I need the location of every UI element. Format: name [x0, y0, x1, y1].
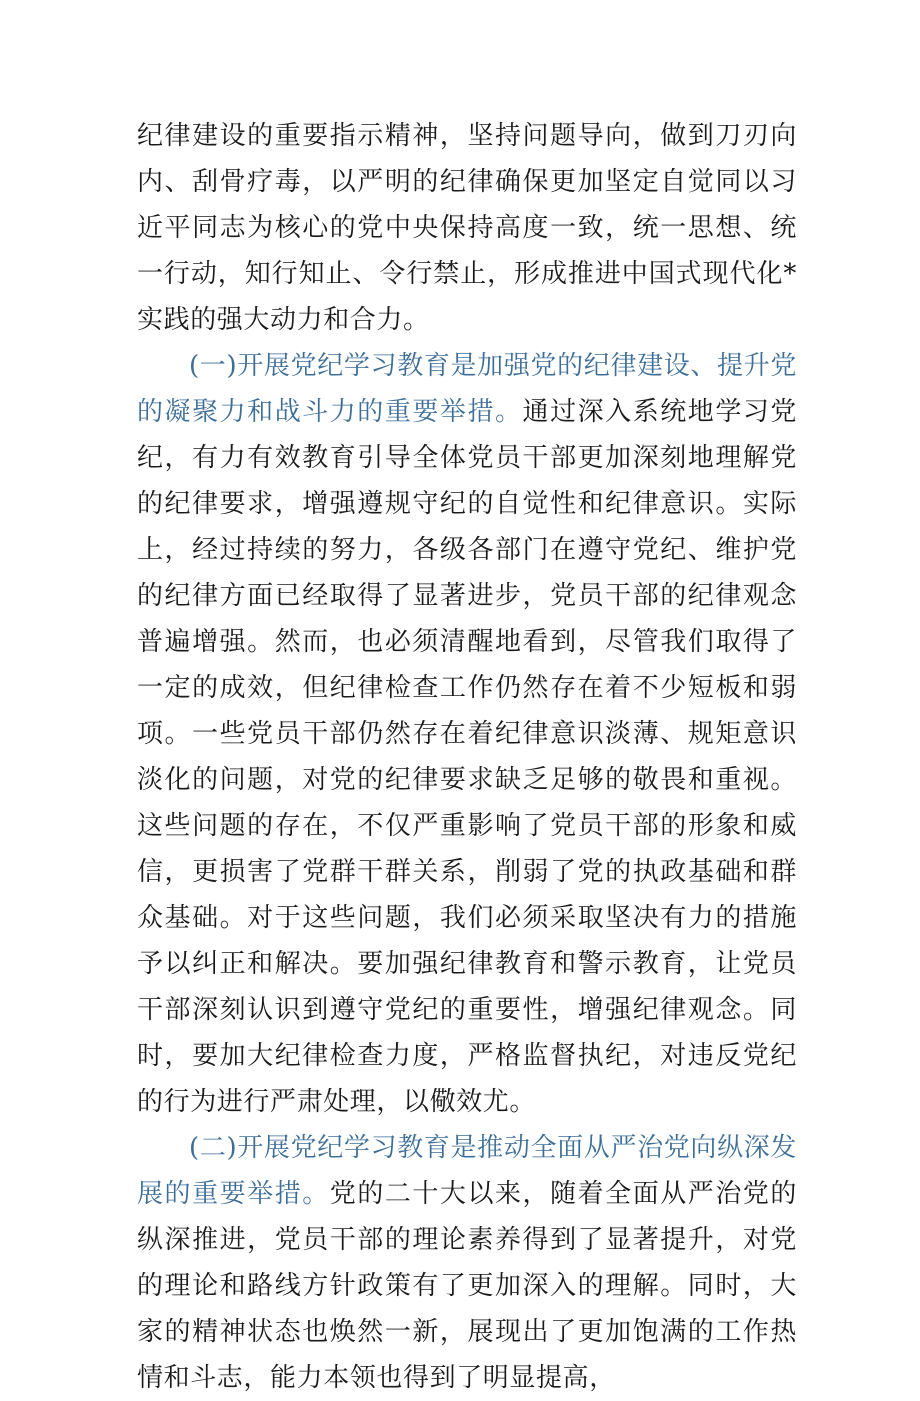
paragraph-intro-text: 纪律建设的重要指示精神，坚持问题导向，做到刀刃向内、刮骨疗毒，以严明的纪律确保更加坚定自觉同以习近平同志为核心的党中央保持高度一致，统一思想、统一行动，知行知止、令行禁止，形成推进中国式现代化*实践的强大动力和合力。	[137, 121, 797, 335]
paragraph-section-1	[137, 343, 797, 1125]
section-1-text: 通过深入系统地学习党纪，有力有效教育引导全体党员干部更加深刻地理解党的纪律要求，增强遵规守纪的自觉性和纪律意识。实际上，经过持续的努力，各级各部门在遵守党纪、维护党的纪律方面已经取得了显著进步，党员干部的纪律观念普遍增强。然而，也必须清醒地看到，尽管我们取得了一定的成效，但纪律检查工作仍然存在着不少短板和弱项。一些党员干部仍然存在着纪律意识淡薄、规矩意识淡化的问题，对党的纪律要求缺乏足够的敬畏和重视。这些问题的存在，不仅严重影响了党员干部的形象和威信，更损害了党群干群关系，削弱了党的执政基础和群众基础。对于这些问题，我们必须采取坚决有力的措施予以纠正和解决。要加强纪律教育和警示教育，让党员干部深刻认识到遵守党纪的重要性，增强纪律观念。同时，要加大纪律检查力度，严格监督执纪，对违反党纪的行为进行严肃处理，以儆效尤。	[137, 397, 797, 1117]
section-2-text: 党的二十大以来，随着全面从严治党的纵深推进，党员干部的理论素养得到了显著提升，对党的理论和路线方针政策有了更加深入的理解。同时，大家的精神状态也焕然一新，展现出了更加饱满的工作热情和斗志，能力本领也得到了明显提高，	[137, 1179, 798, 1393]
paragraph-section-2	[137, 1125, 797, 1401]
paragraph-intro	[137, 113, 797, 343]
document-body	[137, 113, 797, 1401]
section-2-heading: (二)开展党纪学习教育是推动全面从严治党向纵深发展的重要举措。	[137, 1133, 797, 1209]
section-1-heading: (一)开展党纪学习教育是加强党的纪律建设、提升党的凝聚力和战斗力的重要举措。	[137, 351, 797, 427]
